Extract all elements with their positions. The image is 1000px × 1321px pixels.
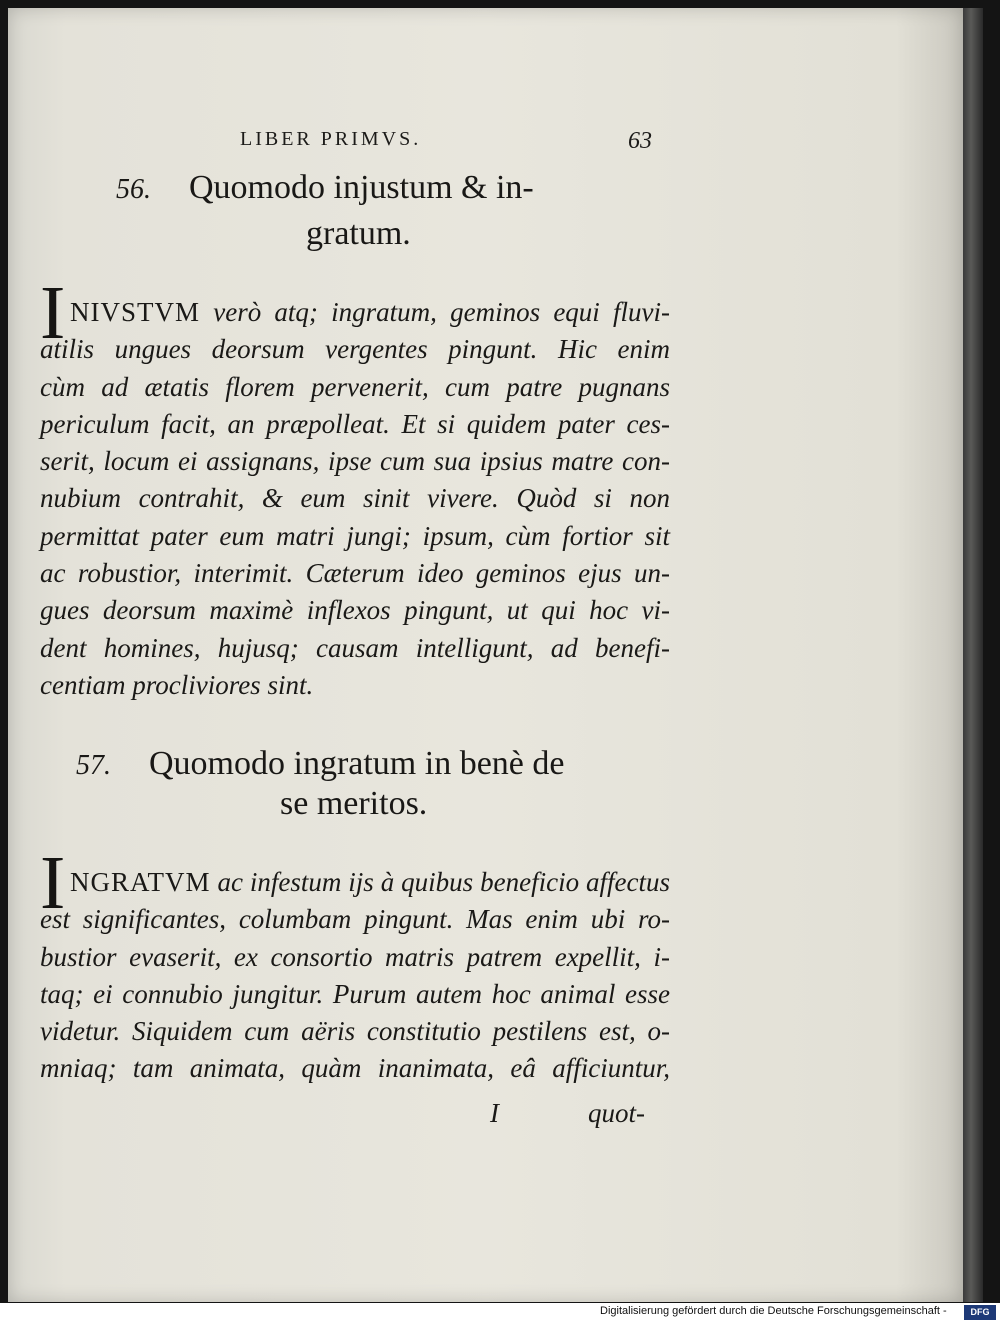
text-line: cùm ad ætatis florem pervenerit, cum patre pugnans bbox=[40, 371, 670, 402]
chapter-56-initial: I bbox=[40, 271, 66, 355]
text-line: dent homines, hujusq; causam intelligunt, ad benefi- bbox=[40, 632, 670, 663]
chapter-57-number: 57. bbox=[76, 750, 111, 781]
lead-word: NIVSTVM bbox=[70, 297, 201, 327]
chapter-57-title-line1: Quomodo ingratum in benè de bbox=[149, 745, 565, 782]
text-line: NGRATVM ac infestum ijs à quibus beneficio affectus bbox=[70, 867, 670, 897]
text-line: NIVSTVM verò atq; ingratum, geminos equi fluvi- bbox=[70, 297, 670, 327]
signature-mark: I bbox=[490, 1098, 499, 1128]
chapter-56-title-line1: Quomodo injustum & in- bbox=[189, 169, 534, 206]
text-line: serit, locum ei assignans, ipse cum sua ipsius matre con- bbox=[40, 446, 670, 477]
text-line: permittat pater eum matri jungi; ipsum, cùm fortior sit bbox=[40, 520, 670, 551]
text-line: atilis ungues deorsum vergentes pingunt. Hic enim bbox=[40, 334, 670, 365]
page-edge bbox=[963, 8, 983, 1302]
page-number: 63 bbox=[628, 128, 652, 154]
lead-word: NGRATVM bbox=[70, 867, 211, 897]
text-line: est significantes, columbam pingunt. Mas enim ubi ro- bbox=[40, 904, 670, 935]
chapter-56-paragraph bbox=[40, 294, 670, 704]
text-line: bustior evaserit, ex consortio matris patrem expellit, i- bbox=[40, 941, 670, 972]
catchword: quot- bbox=[588, 1098, 645, 1128]
text-line: nubium contrahit, & eum sinit vivere. Quòd si non bbox=[40, 483, 670, 514]
digitization-credit: Digitalisierung gefördert durch die Deutsche Forschungsgemeinschaft - bbox=[600, 1305, 947, 1317]
dfg-logo: DFG bbox=[964, 1305, 996, 1320]
chapter-56-heading bbox=[116, 166, 534, 212]
chapter-56-title-line2: gratum. bbox=[306, 215, 411, 252]
running-head-title: LIBER PRIMVS. bbox=[240, 128, 422, 150]
chapter-57-initial: I bbox=[40, 841, 66, 925]
chapter-57-paragraph bbox=[40, 864, 670, 1088]
text-line: ac robustior, interimit. Cæterum ideo geminos ejus un- bbox=[40, 558, 670, 589]
text-line: mniaq; tam animata, quàm inanimata, eâ afficiuntur, bbox=[40, 1053, 670, 1084]
chapter-56-number: 56. bbox=[116, 174, 151, 205]
text-line: periculum facit, an præpolleat. Et si quidem pater ces- bbox=[40, 408, 670, 439]
text-line: taq; ei connubio jungitur. Purum autem hoc animal esse bbox=[40, 978, 670, 1009]
text-line: videtur. Siquidem cum aëris constitutio pestilens est, o- bbox=[40, 1016, 670, 1047]
text-line: centiam procliviores sint. bbox=[40, 669, 314, 700]
chapter-57-title-line2: se meritos. bbox=[280, 785, 428, 822]
text-line: gues deorsum maximè inflexos pingunt, ut qui hoc vi- bbox=[40, 595, 670, 626]
